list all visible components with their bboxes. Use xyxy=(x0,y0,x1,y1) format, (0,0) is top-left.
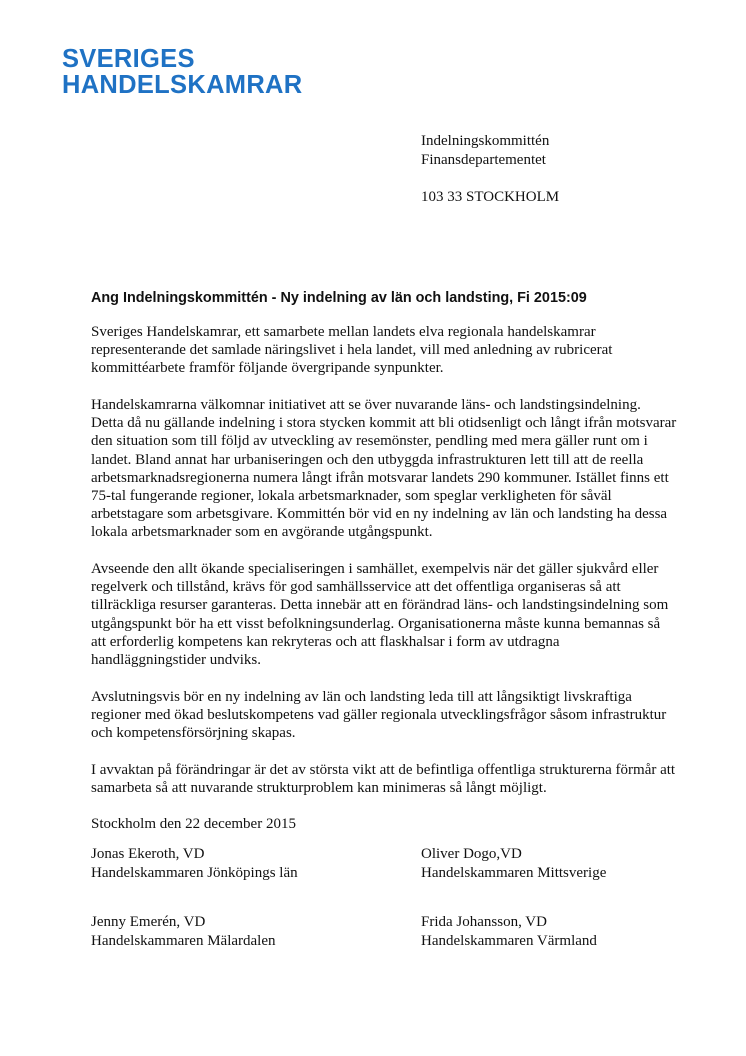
paragraph: I avvaktan på förändringar är det av största vikt att de befintliga offentliga strukturerna förmår att samarbeta så att nuvarande strukturproblem kan minimeras så långt möjligt. xyxy=(91,761,676,796)
paragraph: Sveriges Handelskamrar, ett samarbete mellan landets elva regionala handelskamrar representerande det samlade näringslivet i hela landet, vill med anledning av rubricerat kommittéarbete framför följande övergripande synpunkter. xyxy=(91,324,613,377)
logo-line-2: HANDELSKAMRAR xyxy=(62,71,303,99)
signatory-block xyxy=(91,913,276,950)
date-line: Stockholm den 22 december 2015 xyxy=(91,816,296,833)
signatory-org: Handelskammaren Mittsverige xyxy=(421,864,607,881)
signatory-name: Frida Johansson, VD xyxy=(421,914,547,930)
subject-line: Ang Indelningskommittén - Ny indelning av län och landsting, Fi 2015:09 xyxy=(91,290,587,306)
signatory-name: Oliver Dogo,VD xyxy=(421,846,522,862)
recipient-line-1: Indelningskommittén xyxy=(421,133,550,149)
signatory-block xyxy=(421,845,606,882)
logo-line-1: SVERIGES xyxy=(62,45,195,73)
signatory-org: Handelskammaren Värmland xyxy=(421,932,597,949)
paragraph: Avseende den allt ökande specialiseringen i samhället, exempelvis när det gäller sjukvård eller regelverk och tillstånd, krävs för god samhällsservice att det offentliga organiseras så att tillräckliga resurser garanteras. Detta innebär att en förändrad läns- och landstingsindelning som utgångspunkt bör ha ett visst befolkningsunderlag. Organisationerna måste kunna bemannas så att erforderlig kompetens kan rekryteras och att flaskhalsar i form av utdragna handläggningstider undviks. xyxy=(91,561,669,669)
recipient-line-3: 103 33 STOCKHOLM xyxy=(421,189,560,205)
signatory-name: Jonas Ekeroth, VD xyxy=(91,846,205,862)
logo xyxy=(62,46,302,98)
signatory-block xyxy=(421,913,597,950)
signatory-org: Handelskammaren Mälardalen xyxy=(91,932,276,949)
signatory-name: Jenny Emerén, VD xyxy=(91,914,206,930)
signatory-block xyxy=(91,845,298,882)
paragraph: Avslutningsvis bör en ny indelning av län och landsting leda till att långsiktigt livskraftiga regioner med ökad beslutskompetens vad gäller regionala utvecklingsfrågor såsom infrastruktur och kompetensförsörjning skapas. xyxy=(91,688,667,742)
signatory-org: Handelskammaren Jönköpings län xyxy=(91,864,298,881)
recipient-address xyxy=(421,132,559,207)
letter-body xyxy=(91,323,677,852)
paragraph: Handelskamrarna välkomnar initiativet att se över nuvarande läns- och landstingsindelning. Detta då nu gällande indelning i stora stycken kommit att bli otidsenligt och långt ifrån motsvarar den situation som till följd av utveckling av resemönster, pendling med mera gäller runt om i landet. Bland annat har urbaniseringen och den utbyggda infrastrukturen lett till att de reella arbetsmarknadsregionerna numera långt ifrån motsvarar landets 290 kommuner. Istället finns ett 75-tal fungerande regioner, lokala arbetsmarknader, som speglar verkligheten för såväl arbetstagare som arbetsgivare. Kommittén bör vid en ny indelning av län och landsting ha dessa lokala arbetsmarknader som en avgörande utgångspunkt. xyxy=(91,397,677,541)
recipient-line-2: Finansdepartementet xyxy=(421,152,546,168)
